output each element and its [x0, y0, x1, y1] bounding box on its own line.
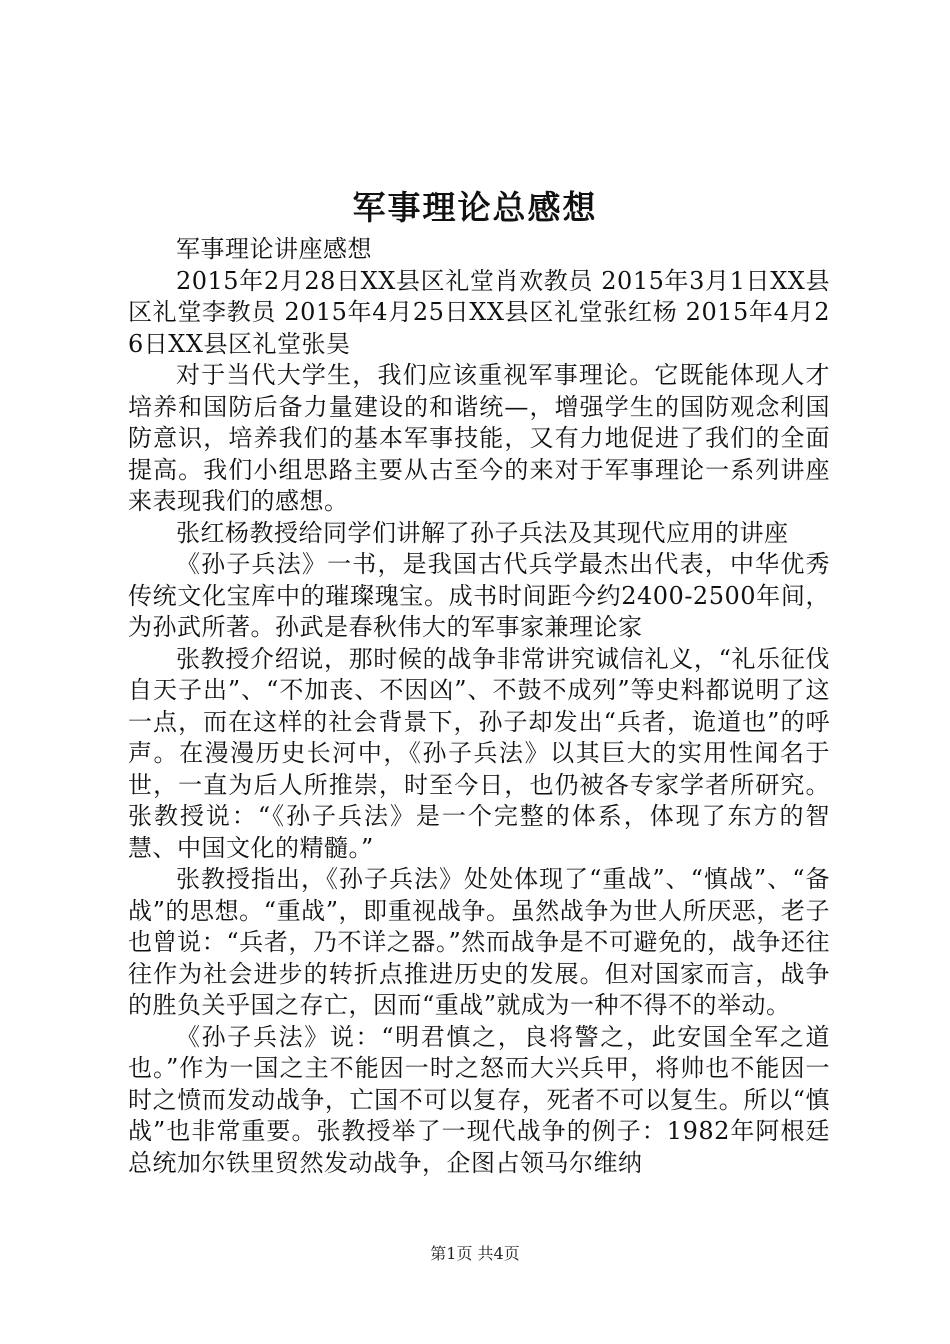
- document-body: [128, 234, 830, 1179]
- paragraph-shenzhan: 《孙子兵法》说：“明君慎之，良将警之，此安国全军之道也。”作为一国之主不能因一时之怒而大兴兵甲，将帅也不能因一时之愤而发动战争，亡国不可以复存，死者不可以复生。所以“慎战”也非常重要。张教授举了一现代战争的例子：1982年阿根廷总统加尔铁里贸然发动战争，企图占领马尔维纳: [128, 1022, 830, 1177]
- paragraph-background: 张教授介绍说，那时候的战争非常讲究诚信礼义，“礼乐征伐自天子出”、“不加丧、不因凶”、不鼓不成列”等史料都说明了这一点，而在这样的社会背景下，孙子却发出“兵者，诡道也”的呼声。在漫漫历史长河中，《孙子兵法》以其巨大的实用性闻名于世，一直为后人所推崇，时至今日，也仍被各专家学者所研究。张教授说：“《孙子兵法》是一个完整的体系，体现了东方的智慧、中国文化的精髓。”: [128, 644, 830, 862]
- paragraph-lecture-schedule: 2015年2月28日XX县区礼堂肖欢教员 2015年3月1日XX县区礼堂李教员 2015年4月25日XX县区礼堂张红杨 2015年4月26日XX县区礼堂张昊: [128, 266, 830, 358]
- paragraph-zhongzhan: 张教授指出，《孙子兵法》处处体现了“重战”、“慎战”、“备战”的思想。“重战”，即重视战争。虽然战争为世人所厌恶，老子也曾说：“兵者，乃不详之器。”然而战争是不可避免的，战争还往往作为社会进步的转折点推进历史的发展。但对国家而言，战争的胜负关乎国之存亡，因而“重战”就成为一种不得不的举动。: [128, 865, 830, 1019]
- paragraph-subtitle: 军事理论讲座感想: [176, 235, 372, 263]
- page-footer: 第1页 共4页: [430, 1244, 520, 1263]
- paragraph-lecture-topic: 张红杨教授给同学们讲解了孙子兵法及其现代应用的讲座: [176, 518, 789, 547]
- paragraph-intro: 对于当代大学生，我们应该重视军事理论。它既能体现人才培养和国防后备力量建设的和谐统—，增强学生的国防观念利国防意识，培养我们的基本军事技能，又有力地促进了我们的全面提高。我们小组思路主要从古至今的来对于军事理论一系列讲座来表现我们的感想。: [128, 361, 830, 515]
- paragraph-sunzi-book: 《孙子兵法》一书，是我国古代兵学最杰出代表，中华优秀传统文化宝库中的璀璨瑰宝。成书时间距今约2400-2500年间，为孙武所著。孙武是春秋伟大的军事家兼理论家: [128, 550, 830, 641]
- document-title: 军事理论总感想: [352, 188, 598, 227]
